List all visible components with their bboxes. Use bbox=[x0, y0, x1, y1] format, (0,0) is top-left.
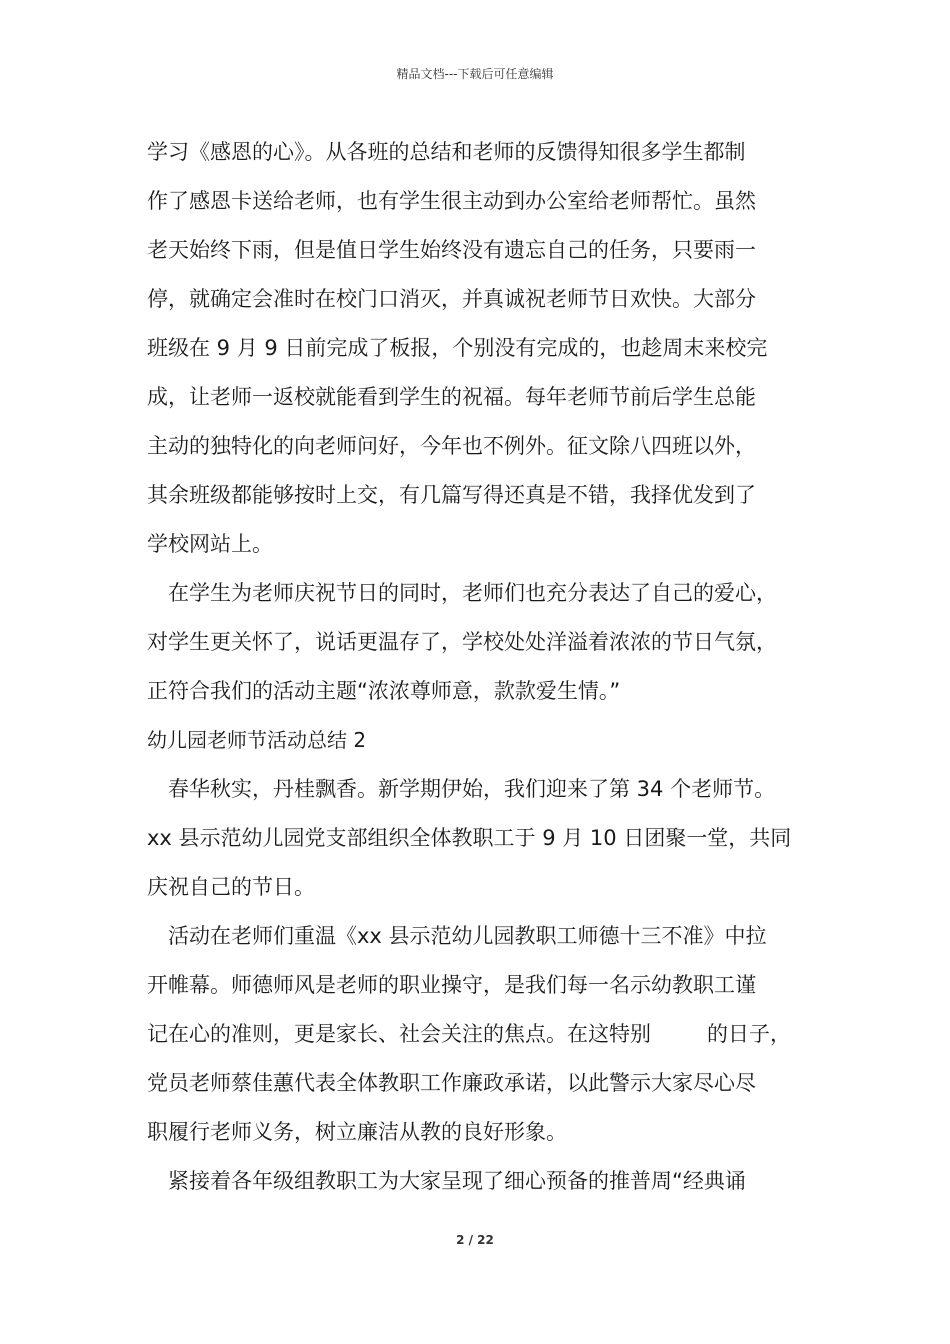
text-line: 其余班级都能够按时上交，有几篇写得还真是不错，我择优发到了 bbox=[147, 483, 756, 507]
text-line: 春华秋实，丹桂飘香。新学期伊始，我们迎来了第 34 个老师节。 bbox=[168, 777, 776, 801]
page-number: 2 / 22 bbox=[456, 1233, 494, 1247]
text-line: 班级在 9 月 9 日前完成了板报，个别没有完成的，也趁周末来校完 bbox=[147, 336, 768, 360]
text-line: 对学生更关怀了，说话更温存了，学校处处洋溢着浓浓的节日气氛， bbox=[147, 630, 777, 654]
document-body bbox=[147, 128, 827, 1206]
text-line: 学校网站上。 bbox=[147, 532, 273, 556]
text-line: 正符合我们的活动主题“浓浓尊师意，款款爱生情。” bbox=[147, 679, 621, 703]
text-line: 老天始终下雨，但是值日学生始终没有遗忘自己的任务，只要雨一 bbox=[147, 238, 756, 262]
text-line: 党员老师蔡佳蕙代表全体教职工作廉政承诺，以此警示大家尽心尽 bbox=[147, 1071, 756, 1095]
text-segment: 记在心的准则，更是家长、社会关注的焦点。在这特别 bbox=[147, 1022, 651, 1046]
text-line: 成，让老师一返校就能看到学生的祝福。每年老师节前后学生总能 bbox=[147, 385, 756, 409]
text-line: 开帷幕。师德师风是老师的职业操守，是我们每一名示幼教职工谨 bbox=[147, 973, 756, 997]
text-line: 职履行老师义务，树立廉洁从教的良好形象。 bbox=[147, 1120, 567, 1144]
text-line: 停，就确定会准时在校门口消灭，并真诚祝老师节日欢快。大部分 bbox=[147, 287, 756, 311]
section-heading: 幼儿园老师节活动总结 2 bbox=[147, 728, 367, 752]
text-line: 紧接着各年级组教职工为大家呈现了细心预备的推普周“经典诵 bbox=[168, 1169, 746, 1193]
text-segment: 的日子， bbox=[707, 1022, 791, 1046]
text-line: 主动的独特化的向老师问好，今年也不例外。征文除八四班以外， bbox=[147, 434, 756, 458]
page-header: 精品文档---下载后可任意编辑 bbox=[396, 67, 554, 81]
text-line bbox=[147, 1010, 827, 1059]
text-line: xx 县示范幼儿园党支部组织全体教职工于 9 月 10 日团聚一堂，共同 bbox=[147, 826, 792, 850]
text-line: 在学生为老师庆祝节日的同时，老师们也充分表达了自己的爱心， bbox=[168, 581, 777, 605]
text-line: 学习《感恩的心》。从各班的总结和老师的反馈得知很多学生都制 bbox=[147, 140, 746, 164]
text-line: 活动在老师们重温《xx 县示范幼儿园教职工师德十三不准》中拉 bbox=[168, 924, 767, 948]
text-line: 作了感恩卡送给老师，也有学生很主动到办公室给老师帮忙。虽然 bbox=[147, 189, 756, 213]
text-line: 庆祝自己的节日。 bbox=[147, 875, 315, 899]
